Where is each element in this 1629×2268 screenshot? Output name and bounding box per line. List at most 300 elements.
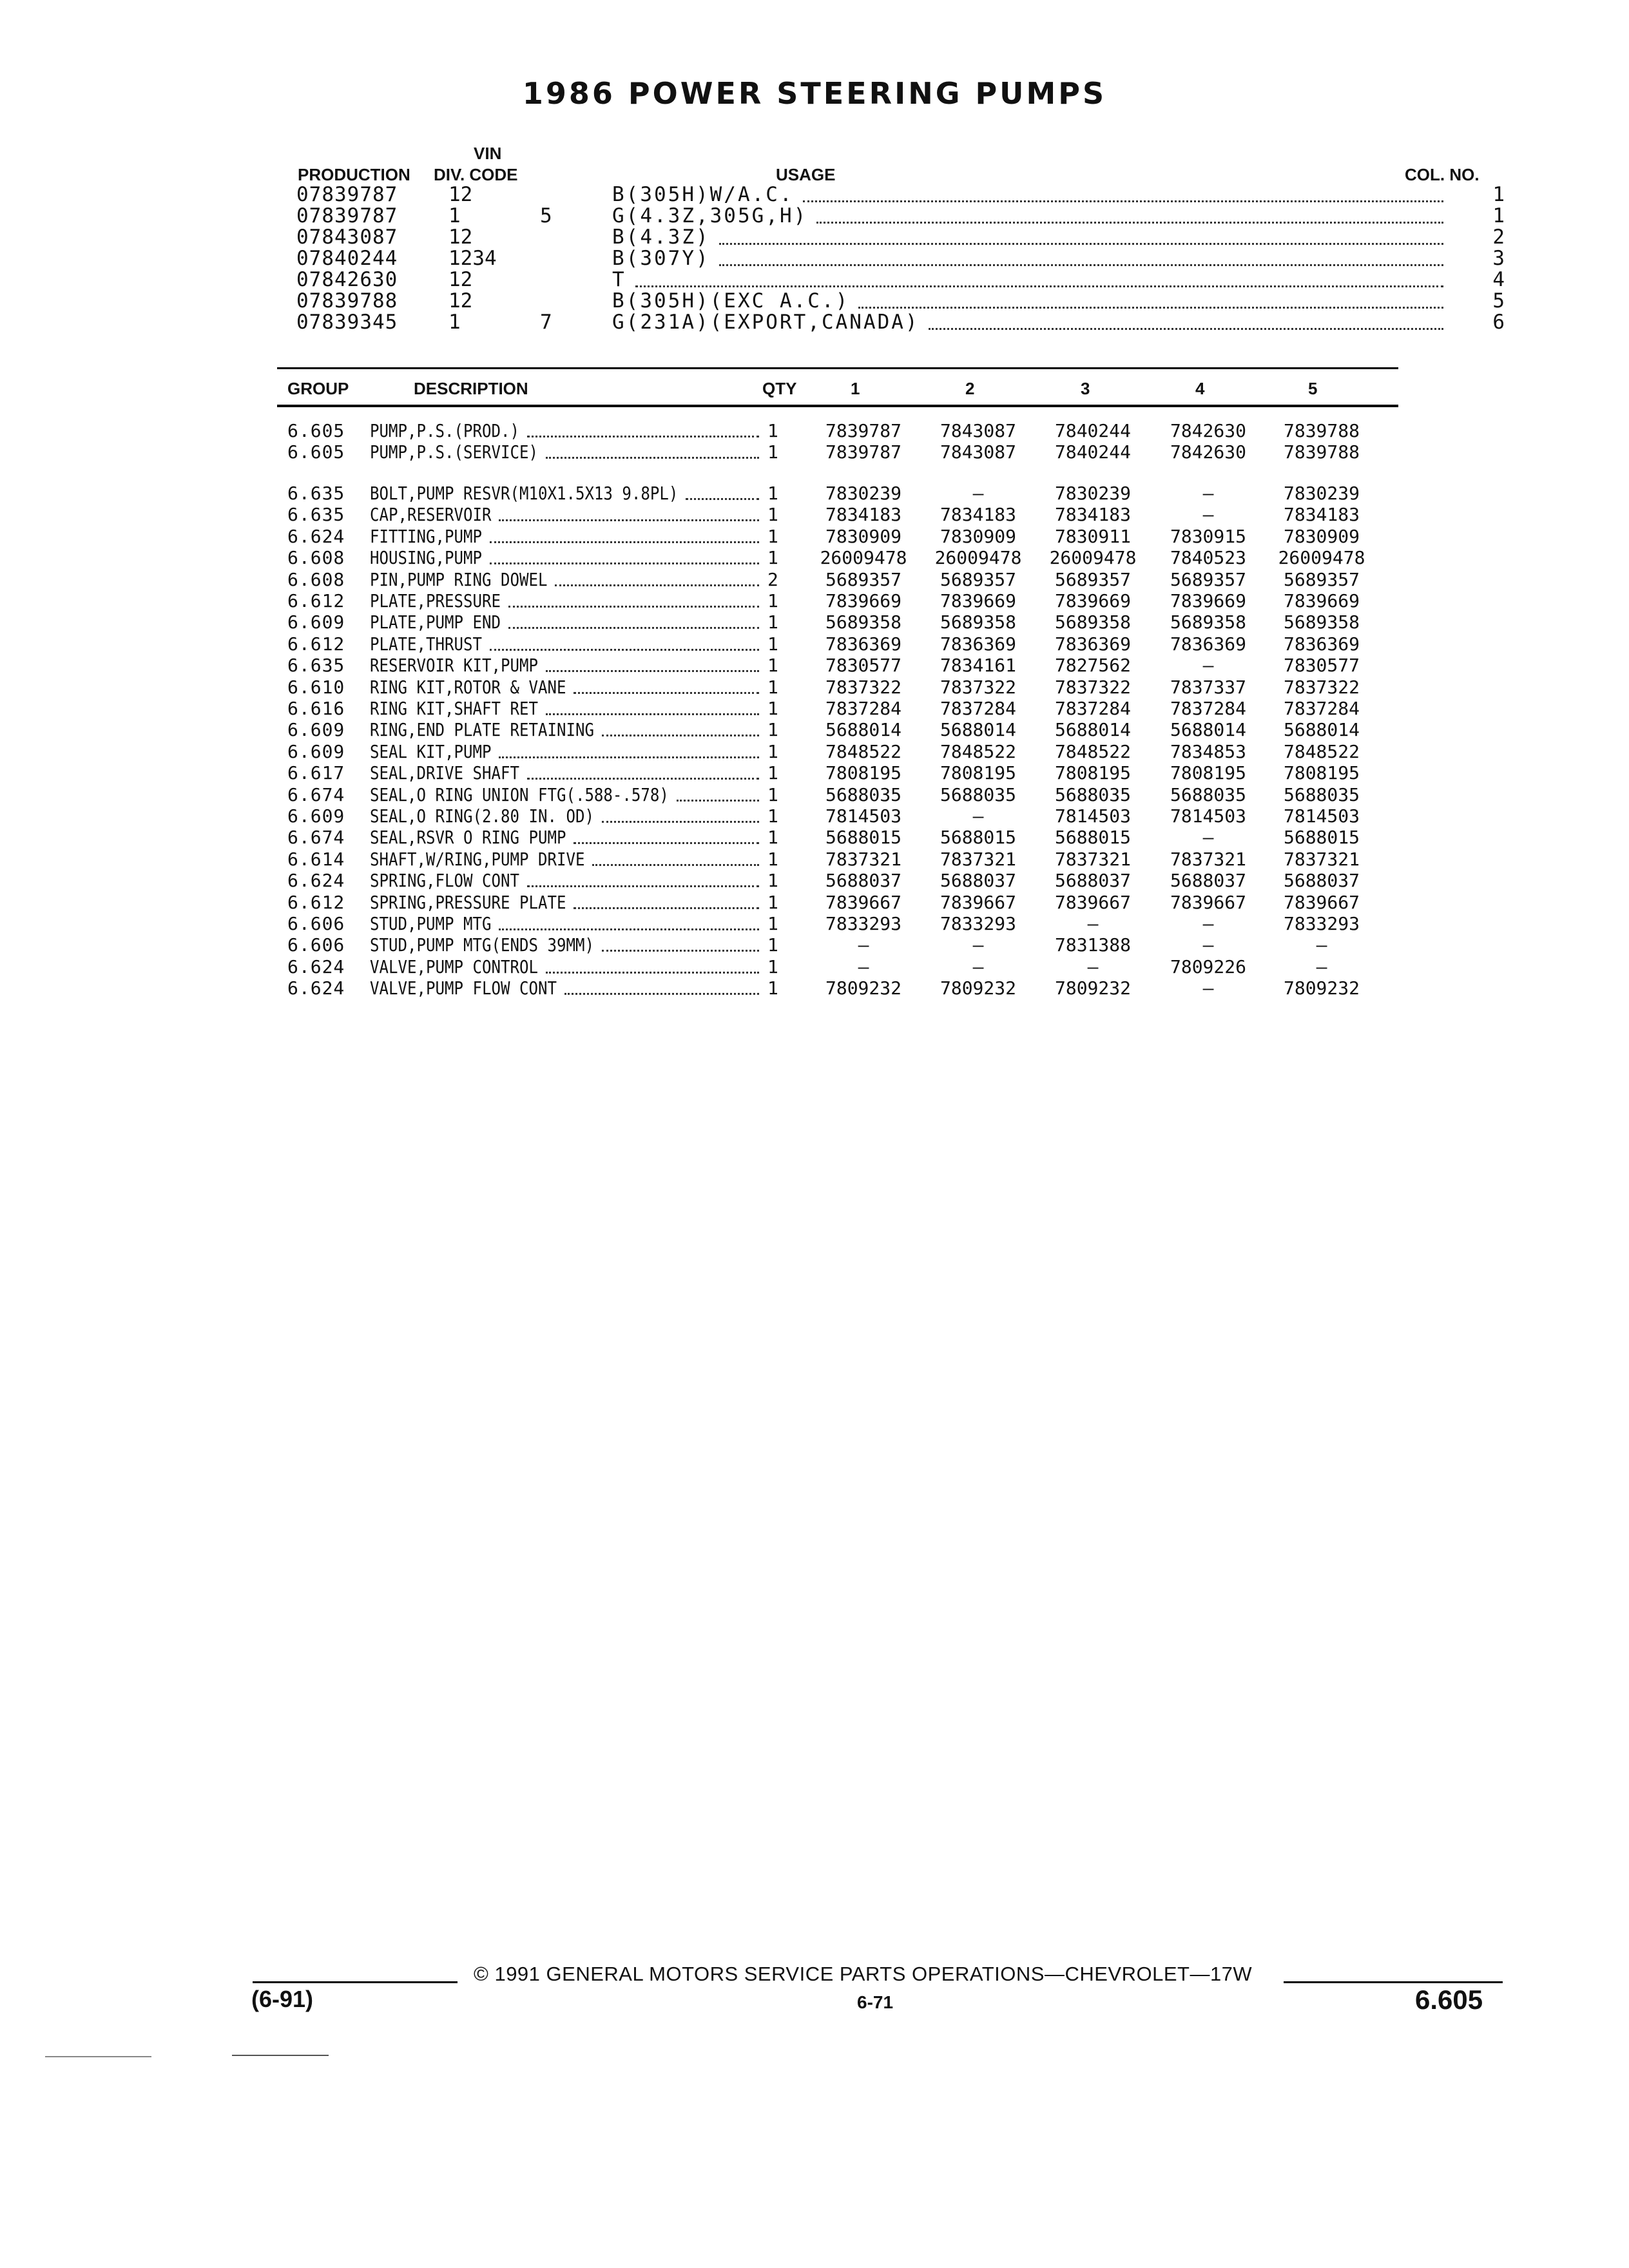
part-number-col-5: 5689358	[1283, 611, 1360, 633]
part-number-col-4: 7836369	[1170, 633, 1246, 655]
part-number-col-1: 5688037	[825, 870, 901, 892]
part-number-col-3: 7836369	[1054, 633, 1131, 655]
usage-col-no: 2	[1492, 226, 1505, 249]
part-number-col-3: 7809232	[1054, 977, 1131, 999]
dot-leader	[803, 200, 1443, 202]
quantity: 1	[767, 934, 778, 956]
usage-description: B(305H)(EXC A.C.)	[612, 289, 850, 312]
group-number: 6.609	[287, 740, 345, 762]
part-number-col-1: 7808195	[825, 762, 901, 784]
part-number-col-4: 5689358	[1170, 611, 1246, 633]
part-number-col-1: 7836369	[825, 633, 901, 655]
usage-row	[296, 227, 1505, 248]
quantity: 1	[767, 525, 778, 547]
table-row	[287, 849, 1383, 870]
quantity: 1	[767, 913, 778, 934]
group-number: 6.606	[287, 913, 345, 934]
table-row	[287, 870, 1383, 891]
quantity: 1	[767, 698, 778, 719]
part-number-col-5: 7839667	[1283, 891, 1360, 913]
part-number-col-4: 5688037	[1170, 870, 1246, 892]
group-number: 6.635	[287, 483, 345, 504]
usage-vin-code: 5	[540, 204, 552, 227]
part-description: SEAL KIT,PUMP	[370, 740, 492, 762]
usage-description: B(4.3Z)	[612, 226, 710, 249]
dot-leader	[546, 670, 759, 672]
part-number-col-1: 7839669	[825, 590, 901, 611]
part-number-col-4: —	[1202, 977, 1214, 999]
part-number-col-5: 7809232	[1283, 977, 1360, 999]
usage-production: 07839787	[296, 204, 398, 227]
part-number-col-4: —	[1202, 483, 1214, 504]
section-number: 6.605	[1415, 1984, 1483, 2015]
part-description: RING KIT,SHAFT RET	[370, 698, 538, 719]
table-row	[287, 655, 1383, 676]
column-header-1: 1	[851, 379, 860, 398]
dot-leader	[574, 907, 759, 909]
group-number: 6.616	[287, 698, 345, 719]
part-number-col-5: 5688015	[1283, 827, 1360, 849]
dot-leader	[858, 307, 1443, 309]
dot-leader	[490, 541, 759, 543]
dot-leader	[546, 457, 759, 459]
dot-leader	[499, 756, 759, 758]
quantity: 1	[767, 547, 778, 569]
page-title: 1986 POWER STEERING PUMPS	[522, 76, 1107, 111]
dot-leader	[574, 692, 759, 694]
part-number-col-4: —	[1202, 827, 1214, 849]
quantity: 1	[767, 805, 778, 827]
part-number-col-2: 7834183	[940, 504, 1016, 526]
part-description: SEAL,RSVR O RING PUMP	[370, 827, 566, 849]
page-number: 6-71	[857, 1992, 894, 2012]
quantity: 1	[767, 719, 778, 741]
group-number: 6.674	[287, 827, 345, 849]
table-row	[287, 504, 1383, 525]
dot-leader	[677, 800, 759, 802]
usage-div: 1	[448, 311, 461, 334]
part-description: PLATE,THRUST	[370, 633, 482, 655]
part-number-col-1: 5688015	[825, 827, 901, 849]
part-number-col-3: 5689358	[1054, 611, 1131, 633]
dot-leader	[490, 649, 759, 651]
usage-header: USAGE	[776, 165, 836, 184]
part-number-col-4: 7839667	[1170, 891, 1246, 913]
quantity: 1	[767, 762, 778, 784]
quantity: 1	[767, 590, 778, 611]
production-header: PRODUCTION	[298, 165, 410, 184]
part-number-col-5: 7834183	[1283, 504, 1360, 526]
part-number-col-3: 5688035	[1054, 783, 1131, 805]
quantity: 1	[767, 504, 778, 526]
part-number-col-4: 7808195	[1170, 762, 1246, 784]
part-number-col-3: 7840244	[1054, 441, 1131, 463]
quantity: 1	[767, 848, 778, 870]
part-number-col-2: 7843087	[940, 420, 1016, 441]
table-row	[287, 805, 1383, 827]
part-number-col-4: 7842630	[1170, 420, 1246, 441]
part-number-col-3: 7830911	[1054, 525, 1131, 547]
group-column-header: GROUP	[287, 379, 349, 398]
usage-description: T	[612, 268, 626, 291]
quantity: 1	[767, 611, 778, 633]
quantity: 1	[767, 740, 778, 762]
table-row	[287, 677, 1383, 698]
part-number-col-3: 7839667	[1054, 891, 1131, 913]
usage-production: 07843087	[296, 226, 398, 249]
part-number-col-3: 7834183	[1054, 504, 1131, 526]
usage-col-no: 5	[1492, 289, 1505, 312]
group-number: 6.608	[287, 568, 345, 590]
quantity: 1	[767, 676, 778, 698]
group-number: 6.635	[287, 504, 345, 526]
footer-rule-right	[1284, 1981, 1503, 1983]
usage-production: 07839787	[296, 183, 398, 206]
part-number-col-5: 5688037	[1283, 870, 1360, 892]
dot-leader	[602, 735, 759, 736]
part-number-col-2: 7836369	[940, 633, 1016, 655]
dot-leader	[499, 519, 759, 521]
table-header-divider	[277, 405, 1398, 407]
part-number-col-4: 5688014	[1170, 719, 1246, 741]
part-number-col-4: 7837337	[1170, 676, 1246, 698]
part-description: BOLT,PUMP RESVR(M10X1.5X13 9.8PL)	[370, 483, 679, 504]
part-number-col-3: 5688037	[1054, 870, 1131, 892]
part-description: VALVE,PUMP CONTROL	[370, 956, 538, 977]
part-number-col-3: 7827562	[1054, 655, 1131, 677]
part-number-col-4: —	[1202, 655, 1214, 677]
table-row	[287, 483, 1383, 504]
dot-leader	[602, 821, 759, 823]
part-number-col-5: 5689357	[1283, 568, 1360, 590]
table-row	[287, 741, 1383, 762]
part-description: PLATE,PUMP END	[370, 611, 501, 633]
usage-description: B(305H)W/A.C.	[612, 183, 794, 206]
usage-production: 07839345	[296, 311, 398, 334]
dot-leader	[816, 222, 1443, 224]
part-number-col-5: 7814503	[1283, 805, 1360, 827]
part-description: RESERVOIR KIT,PUMP	[370, 655, 538, 677]
part-number-col-3: —	[1087, 913, 1099, 934]
part-number-col-1: 7837321	[825, 848, 901, 870]
dot-leader	[929, 328, 1443, 330]
column-header-3: 3	[1081, 379, 1090, 398]
group-number: 6.606	[287, 934, 345, 956]
part-number-col-1: 7837322	[825, 676, 901, 698]
part-number-col-5: 26009478	[1278, 547, 1365, 569]
group-number: 6.609	[287, 719, 345, 741]
dot-leader	[546, 713, 759, 715]
group-number: 6.610	[287, 676, 345, 698]
usage-description: G(4.3Z,305G,H)	[612, 204, 808, 227]
usage-div: 12	[448, 289, 473, 312]
part-number-col-5: 7839788	[1283, 441, 1360, 463]
part-number-col-4: 7839669	[1170, 590, 1246, 611]
part-number-col-4: 7814503	[1170, 805, 1246, 827]
part-number-col-4: 7830915	[1170, 525, 1246, 547]
usage-row	[296, 248, 1505, 269]
table-row	[287, 762, 1383, 783]
table-row	[287, 913, 1383, 934]
usage-div: 1234	[448, 247, 497, 270]
dot-leader	[555, 584, 759, 586]
part-number-col-2: 7837322	[940, 676, 1016, 698]
quantity: 1	[767, 655, 778, 677]
part-number-col-1: 5689358	[825, 611, 901, 633]
part-number-col-2: 7834161	[940, 655, 1016, 677]
table-row	[287, 590, 1383, 611]
part-number-col-2: 7808195	[940, 762, 1016, 784]
usage-row	[296, 312, 1505, 333]
part-number-col-5: 5688014	[1283, 719, 1360, 741]
part-number-col-2: 7837321	[940, 848, 1016, 870]
part-number-col-2: 7830909	[940, 525, 1016, 547]
dot-leader	[527, 778, 759, 780]
column-header-2: 2	[965, 379, 975, 398]
part-number-col-1: 7814503	[825, 805, 901, 827]
part-description: VALVE,PUMP FLOW CONT	[370, 977, 557, 999]
table-row	[287, 698, 1383, 719]
group-number: 6.612	[287, 891, 345, 913]
dot-leader	[508, 606, 759, 608]
part-number-col-4: —	[1202, 913, 1214, 934]
dot-leader	[546, 972, 759, 974]
usage-production: 07842630	[296, 268, 398, 291]
group-number: 6.605	[287, 420, 345, 441]
group-number: 6.635	[287, 655, 345, 677]
part-number-col-2: 7837284	[940, 698, 1016, 719]
part-description: SHAFT,W/RING,PUMP DRIVE	[370, 848, 585, 870]
part-number-col-4: 7840523	[1170, 547, 1246, 569]
part-description: SPRING,FLOW CONT	[370, 870, 519, 892]
group-number: 6.609	[287, 611, 345, 633]
part-number-col-1: 7839667	[825, 891, 901, 913]
part-number-col-5: 7837321	[1283, 848, 1360, 870]
part-number-col-2: 5688035	[940, 783, 1016, 805]
part-number-col-1: 7830577	[825, 655, 901, 677]
part-number-col-3: 7808195	[1054, 762, 1131, 784]
part-number-col-5: 5688035	[1283, 783, 1360, 805]
table-row	[287, 892, 1383, 913]
usage-production: 07840244	[296, 247, 398, 270]
usage-col-no: 1	[1492, 183, 1505, 206]
vin-header: VIN	[474, 144, 502, 163]
part-description: STUD,PUMP MTG	[370, 913, 492, 934]
part-number-col-3: 5688015	[1054, 827, 1131, 849]
part-number-col-2: 26009478	[934, 547, 1022, 569]
part-description: HOUSING,PUMP	[370, 547, 482, 569]
quantity: 1	[767, 891, 778, 913]
group-number: 6.674	[287, 783, 345, 805]
part-number-col-4: —	[1202, 504, 1214, 526]
part-number-col-5: 7836369	[1283, 633, 1360, 655]
group-number: 6.608	[287, 547, 345, 569]
part-number-col-1: 7830239	[825, 483, 901, 504]
part-number-col-1: 7839787	[825, 441, 901, 463]
part-number-col-2: —	[972, 956, 984, 977]
footer-rule-left	[253, 1981, 458, 1983]
part-number-col-4: 7837284	[1170, 698, 1246, 719]
scan-artifact-line	[45, 2056, 151, 2057]
revision-date: (6-91)	[251, 1986, 314, 2012]
dot-leader	[564, 993, 759, 995]
usage-description: B(307Y)	[612, 247, 710, 270]
part-description: SEAL,O RING UNION FTG(.588-.578)	[370, 783, 669, 805]
usage-div: 12	[448, 226, 473, 249]
dot-leader	[635, 285, 1443, 287]
column-header-5: 5	[1308, 379, 1318, 398]
part-description: RING KIT,ROTOR & VANE	[370, 676, 566, 698]
group-number: 6.612	[287, 590, 345, 611]
scan-artifact-line	[232, 2055, 329, 2056]
part-number-col-4: 7842630	[1170, 441, 1246, 463]
table-row	[287, 977, 1383, 999]
part-number-col-5: 7837284	[1283, 698, 1360, 719]
part-number-col-4: —	[1202, 934, 1214, 956]
table-row	[287, 784, 1383, 805]
part-description: SPRING,PRESSURE PLATE	[370, 891, 566, 913]
part-number-col-2: 7839667	[940, 891, 1016, 913]
part-number-col-5: 7830239	[1283, 483, 1360, 504]
dot-leader	[592, 864, 759, 866]
usage-col-no: 3	[1492, 247, 1505, 270]
usage-row	[296, 206, 1505, 227]
group-number: 6.605	[287, 441, 345, 463]
part-number-col-3: 5688014	[1054, 719, 1131, 741]
part-number-col-3: 7837321	[1054, 848, 1131, 870]
quantity: 1	[767, 870, 778, 892]
group-number: 6.614	[287, 848, 345, 870]
part-number-col-3: —	[1087, 956, 1099, 977]
part-number-col-1: 7839787	[825, 420, 901, 441]
part-number-col-1: —	[858, 934, 869, 956]
part-number-col-5: 7833293	[1283, 913, 1360, 934]
usage-div: 12	[448, 268, 473, 291]
dot-leader	[508, 627, 759, 629]
part-number-col-2: 7833293	[940, 913, 1016, 934]
part-number-col-3: 7848522	[1054, 740, 1131, 762]
part-number-col-4: 5689357	[1170, 568, 1246, 590]
part-number-col-1: 7830909	[825, 525, 901, 547]
part-number-col-1: 5688014	[825, 719, 901, 741]
part-description: FITTING,PUMP	[370, 525, 482, 547]
part-number-col-4: 7837321	[1170, 848, 1246, 870]
dot-leader	[719, 264, 1443, 266]
group-number: 6.624	[287, 977, 345, 999]
copyright-line: © 1991 GENERAL MOTORS SERVICE PARTS OPERATIONS—CHEVROLET—17W	[474, 1963, 1253, 1985]
table-row	[287, 719, 1383, 740]
part-description: SEAL,DRIVE SHAFT	[370, 762, 519, 784]
col-no-header: COL. NO.	[1405, 165, 1480, 184]
part-number-col-5: 7839669	[1283, 590, 1360, 611]
table-row	[287, 934, 1383, 956]
part-description: PUMP,P.S.(PROD.)	[370, 420, 519, 441]
usage-vin-code: 7	[540, 311, 552, 334]
part-number-col-3: 7830239	[1054, 483, 1131, 504]
part-number-col-1: 7848522	[825, 740, 901, 762]
part-number-col-1: 7834183	[825, 504, 901, 526]
part-number-col-2: 5688014	[940, 719, 1016, 741]
column-header-4: 4	[1195, 379, 1205, 398]
part-number-col-5: 7837322	[1283, 676, 1360, 698]
part-number-col-3: 7837284	[1054, 698, 1131, 719]
part-number-col-1: 5688035	[825, 783, 901, 805]
quantity: 2	[767, 568, 778, 590]
table-row	[287, 569, 1383, 590]
table-top-divider	[277, 367, 1398, 369]
dot-leader	[686, 498, 759, 500]
usage-table	[296, 184, 1505, 333]
part-number-col-3: 7814503	[1054, 805, 1131, 827]
usage-col-no: 4	[1492, 268, 1505, 291]
quantity: 1	[767, 441, 778, 463]
usage-col-no: 1	[1492, 204, 1505, 227]
part-number-col-3: 7837322	[1054, 676, 1131, 698]
usage-production: 07839788	[296, 289, 398, 312]
part-number-col-4: 7809226	[1170, 956, 1246, 977]
part-number-col-5: 7839788	[1283, 420, 1360, 441]
part-number-col-5: 7830577	[1283, 655, 1360, 677]
part-number-col-3: 7840244	[1054, 420, 1131, 441]
dot-leader	[499, 928, 759, 930]
part-number-col-1: 7833293	[825, 913, 901, 934]
table-row	[287, 420, 1383, 441]
part-number-col-3: 7831388	[1054, 934, 1131, 956]
description-column-header: DESCRIPTION	[414, 379, 528, 398]
part-number-col-5: 7808195	[1283, 762, 1360, 784]
part-number-col-3: 26009478	[1049, 547, 1137, 569]
part-description: PIN,PUMP RING DOWEL	[370, 568, 548, 590]
part-number-col-2: 5688037	[940, 870, 1016, 892]
group-number: 6.617	[287, 762, 345, 784]
usage-row	[296, 291, 1505, 312]
part-number-col-1: 7809232	[825, 977, 901, 999]
part-number-col-1: 7837284	[825, 698, 901, 719]
usage-div: 1	[448, 204, 461, 227]
dot-leader	[527, 885, 759, 887]
part-number-col-2: 7843087	[940, 441, 1016, 463]
part-number-col-3: 7839669	[1054, 590, 1131, 611]
usage-col-no: 6	[1492, 311, 1505, 334]
table-row	[287, 526, 1383, 547]
part-number-col-2: 7809232	[940, 977, 1016, 999]
part-number-col-2: 5688015	[940, 827, 1016, 849]
dot-leader	[527, 436, 759, 437]
group-number: 6.624	[287, 956, 345, 977]
usage-row	[296, 269, 1505, 291]
part-number-col-5: —	[1316, 934, 1327, 956]
dot-leader	[574, 842, 759, 844]
usage-div: 12	[448, 183, 473, 206]
part-number-col-4: 5688035	[1170, 783, 1246, 805]
table-row	[287, 611, 1383, 633]
table-row	[287, 633, 1383, 655]
table-row	[287, 827, 1383, 848]
quantity: 1	[767, 956, 778, 977]
part-number-col-3: 5689357	[1054, 568, 1131, 590]
table-row	[287, 547, 1383, 568]
table-row	[287, 441, 1383, 463]
quantity: 1	[767, 783, 778, 805]
quantity: 1	[767, 977, 778, 999]
part-description: RING,END PLATE RETAINING	[370, 719, 594, 741]
part-number-col-4: 7834853	[1170, 740, 1246, 762]
usage-description: G(231A)(EXPORT,CANADA)	[612, 311, 920, 334]
part-description: SEAL,O RING(2.80 IN. OD)	[370, 805, 594, 827]
part-number-col-2: —	[972, 934, 984, 956]
dot-leader	[719, 243, 1443, 245]
part-number-col-1: 5689357	[825, 568, 901, 590]
